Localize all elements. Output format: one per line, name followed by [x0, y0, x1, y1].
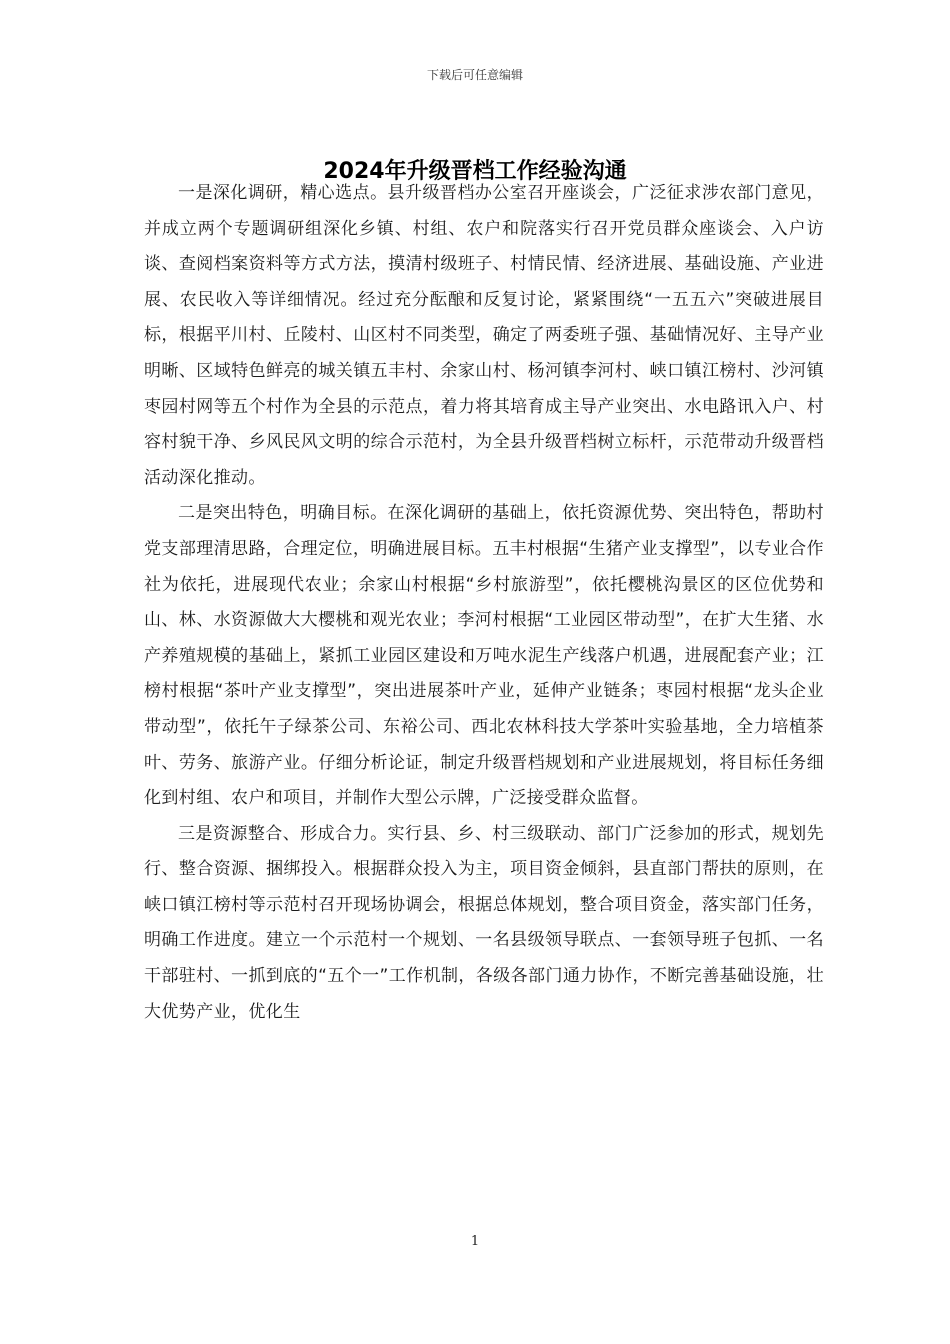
paragraph-1: 一是深化调研，精心选点。县升级晋档办公室召开座谈会，广泛征求涉农部门意见，并成立两个专题调研组深化乡镇、村组、农户和院落实行召开党员群众座谈会、入户访谈、查阅档案资料等方式方法，摸清村级班子、村情民情、经济进展、基础设施、产业进展、农民收入等详细情况。经过充分酝酿和反复讨论，紧紧围绕“一五五六”突破进展目标，根据平川村、丘陵村、山区村不同类型，确定了两委班子强、基础情况好、主导产业明晰、区域特色鲜亮的城关镇五丰村、余家山村、杨河镇李河村、峡口镇江榜村、沙河镇枣园村网等五个村作为全县的示范点，着力将其培育成主导产业突出、水电路讯入户、村容村貌干净、乡风民风文明的综合示范村，为全县升级晋档树立标杆，示范带动升级晋档活动深化推动。 [144, 183, 824, 488]
paragraph-3: 三是资源整合、形成合力。实行县、乡、村三级联动、部门广泛参加的形式，规划先行、整合资源、捆绑投入。根据群众投入为主，项目资金倾斜，县直部门帮扶的原则，在峡口镇江榜村等示范村召开现场协调会，根据总体规划，整合项目资金，落实部门任务，明确工作进度。建立一个示范村一个规划、一名县级领导联点、一套领导班子包抓、一名干部驻村、一抓到底的“五个一”工作机制，各级各部门通力协作，不断完善基础设施，壮大优势产业，优化生 [144, 823, 824, 1022]
document-body [144, 176, 824, 1030]
document-title: 2024年升级晋档工作经验沟通 [323, 159, 627, 184]
paragraph-2: 二是突出特色，明确目标。在深化调研的基础上，依托资源优势、突出特色，帮助村党支部理清思路，合理定位，明确进展目标。五丰村根据“生猪产业支撑型”，以专业合作社为依托，进展现代农业；余家山村根据“乡村旅游型”，依托樱桃沟景区的区位优势和山、林、水资源做大大樱桃和观光农业；李河村根据“工业园区带动型”，在扩大生猪、水产养殖规模的基础上，紧抓工业园区建设和万吨水泥生产线落户机遇，进展配套产业；江榜村根据“茶叶产业支撑型”，突出进展茶叶产业，延伸产业链条；枣园村根据“龙头企业带动型”，依托午子绿茶公司、东裕公司、西北农林科技大学茶叶实验基地，全力培植茶叶、劳务、旅游产业。仔细分析论证，制定升级晋档规划和产业进展规划，将目标任务细化到村组、农户和项目，并制作大型公示牌，广泛接受群众监督。 [144, 503, 824, 809]
header-note: 下载后可任意编辑 [426, 68, 523, 82]
page-number: 1 [470, 1234, 480, 1249]
